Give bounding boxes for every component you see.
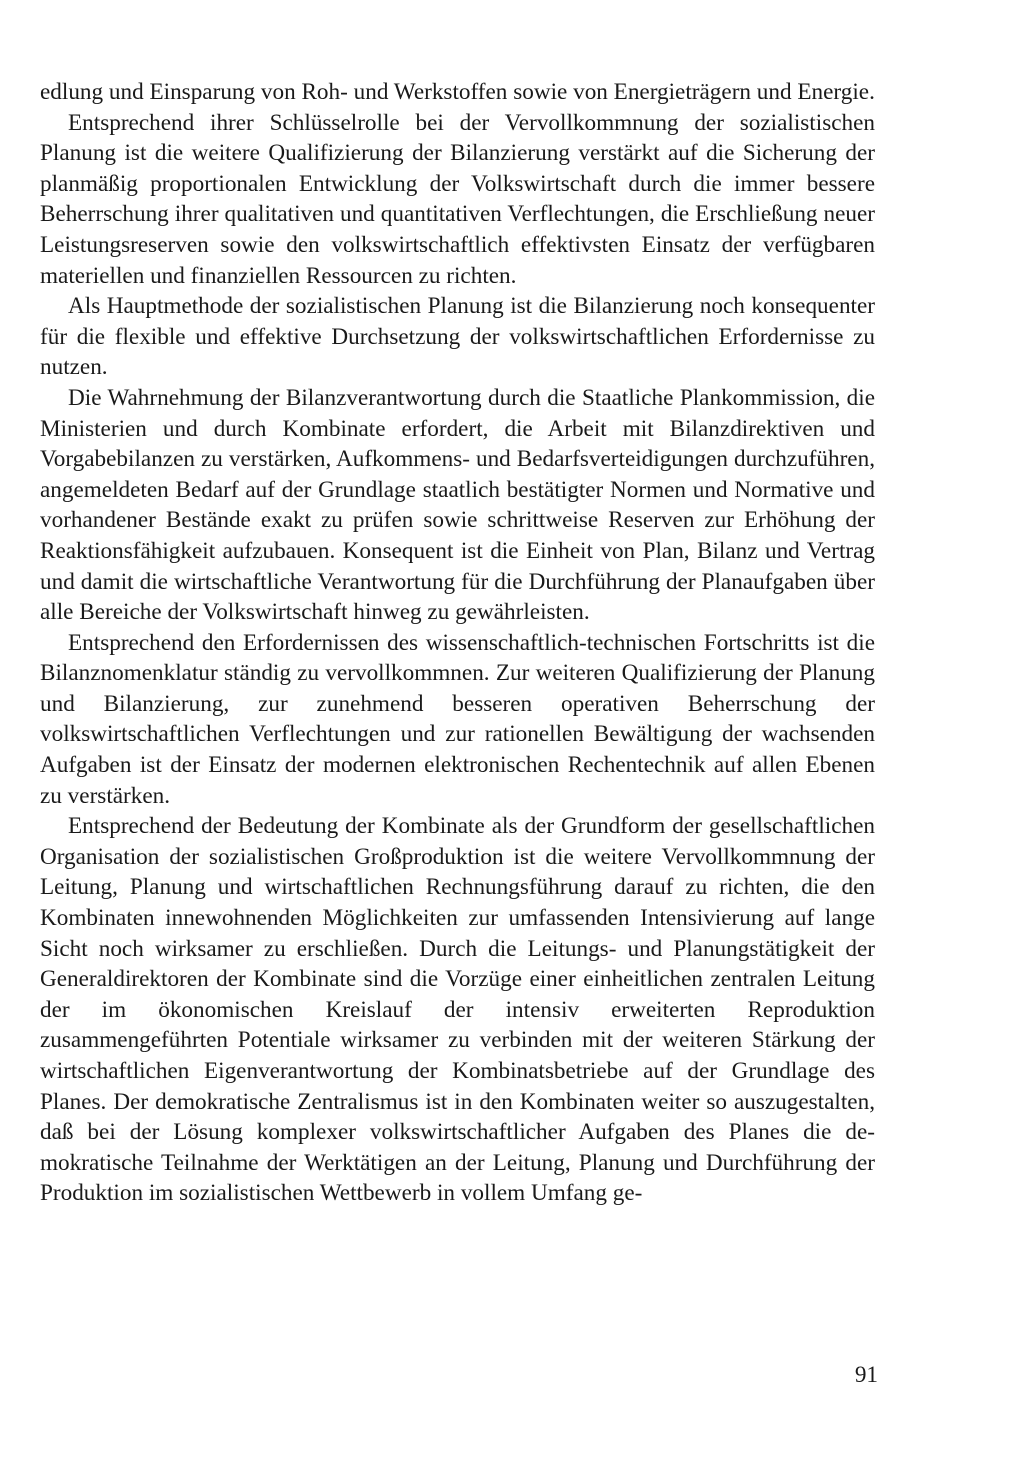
paragraph-4: Die Wahrnehmung der Bilanzverantwortung durch die Staatliche Plankommission, die Ministerien und durch Kombinate erfordert, die Arbeit mit Bilanzdirektiven und Vorgabebilanzen zu verstärken, Aufkommens- und Bedarfsverteidigungen durchzuführen, angemeldeten Bedarf auf der Grundlage staatlich bestätigter Normen und Normative und vorhandener Bestände exakt zu prüfen sowie schrittweise Reserven zur Erhöhung der Reaktionsfähigkeit aufzubauen. Konsequent ist die Einheit von Plan, Bilanz und Vertrag und damit die wirtschaftliche Verantwortung für die Durchführung der Planaufgaben über alle Bereiche der Volkswirtschaft hinweg zu gewährleisten. bbox=[40, 384, 875, 626]
paragraph-6: Entsprechend der Bedeutung der Kombinate als der Grundform der gesellschaftlichen Organisation der sozialistischen Großproduktion ist die weitere Vervollkommnung der Leitung, Planung und wirtschaftlichen Rechnungsführung darauf zu richten, die den Kombinaten innewohnenden Möglichkeiten zur umfassenden Intensivierung auf lange Sicht noch wirksamer zu erschließen. Durch die Leitungs- und Planungstätigkeit der Generaldirektoren der Kombinate sind die Vorzüge einer einheitlichen zentralen Leitung der im ökonomischen Kreislauf der intensiv erweiterten Reproduktion zusammengeführten Potentiale wirksamer zu verbinden mit der weiteren Stärkung der wirtschaftlichen Eigenverantwortung der Kombinatsbetriebe auf der Grundlage des Planes. Der demokratische Zentralismus ist in den Kombinaten weiter so auszugestalten, daß bei der Lösung komplexer volkswirtschaftlicher Aufgaben des Planes die demokratische Teilnahme der Werktätigen an der Leitung, Planung und Durchführung der Produktion im sozialistischen Wettbewerb in vollem Umfang ge- bbox=[40, 813, 875, 1207]
body-text bbox=[40, 77, 875, 1209]
page-number: 91 bbox=[854, 1362, 878, 1388]
paragraph-5: Entsprechend den Erfordernissen des wissenschaftlich-technischen Fortschritts ist die Bilanznomenklatur ständig zu vervollkommnen. Zur weiteren Qualifizierung der Planung und Bilanzierung, zur zunehmend besseren operativen Beherrschung der volkswirtschaftlichen Verflechtungen und zur rationellen Bewältigung der wachsenden Aufgaben ist der Einsatz der modernen elektronischen Rechentechnik auf allen Ebenen zu verstärken. bbox=[40, 629, 875, 809]
paragraph-1: edlung und Einsparung von Roh- und Werkstoffen sowie von Energieträgern und Energie. bbox=[40, 79, 875, 105]
paragraph-3: Als Hauptmethode der sozialistischen Planung ist die Bilanzierung noch konsequenter für die flexible und effektive Durchsetzung der volkswirtschaftlichen Erfordernisse zu nutzen. bbox=[40, 293, 875, 381]
paragraph-2: Entsprechend ihrer Schlüsselrolle bei der Vervollkommnung der sozialistischen Planung ist die weitere Qualifizierung der Bilanzierung verstärkt auf die Sicherung der planmäßig proportionalen Entwicklung der Volkswirtschaft durch die immer bessere Beherrschung ihrer qualitativen und quantitativen Verflechtungen, die Erschließung neuer Leistungsreserven sowie den volkswirtschaftlich effektivsten Einsatz der verfügbaren materiellen und finanziellen Ressourcen zu richten. bbox=[40, 109, 875, 289]
